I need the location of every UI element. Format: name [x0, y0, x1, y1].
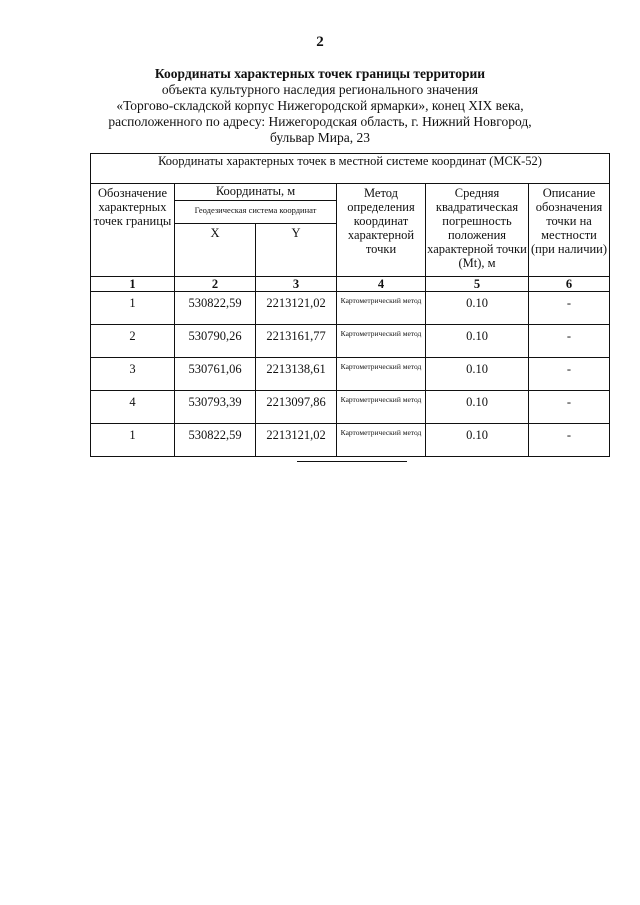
- table-row: [91, 391, 610, 424]
- header-description: Описание обозначения точки на местности (при наличии): [529, 184, 610, 277]
- y-cell: 2213097,86: [256, 391, 337, 424]
- column-number: 4: [337, 277, 426, 292]
- heading-line-4: расположенного по адресу: Нижегородская область, г. Нижний Новгород,: [108, 114, 532, 129]
- column-number: 6: [529, 277, 610, 292]
- y-cell: 2213161,77: [256, 325, 337, 358]
- y-cell: 2213121,02: [256, 292, 337, 325]
- method-cell: Картометрический метод: [337, 424, 426, 457]
- description-cell: -: [529, 424, 610, 457]
- x-cell: 530793,39: [175, 391, 256, 424]
- document-heading: [80, 66, 560, 146]
- table-row: [91, 325, 610, 358]
- heading-line-2: объекта культурного наследия регионального значения: [161, 82, 479, 97]
- point-cell: 1: [91, 292, 175, 325]
- method-cell: Картометрический метод: [337, 292, 426, 325]
- column-number: 1: [91, 277, 175, 292]
- description-cell: -: [529, 292, 610, 325]
- point-cell: 4: [91, 391, 175, 424]
- point-cell: 3: [91, 358, 175, 391]
- x-cell: 530822,59: [175, 292, 256, 325]
- table-row: [91, 424, 610, 457]
- accuracy-cell: 0.10: [426, 292, 529, 325]
- heading-title: Координаты характерных точек границы территории: [154, 66, 486, 81]
- heading-line-3: «Торгово-складской корпус Нижегородской ярмарки», конец XIX века,: [116, 98, 524, 113]
- header-x: X: [175, 224, 256, 277]
- x-cell: 530822,59: [175, 424, 256, 457]
- table-caption: Координаты характерных точек в местной системе координат (МСК-52): [91, 154, 610, 184]
- y-cell: 2213138,61: [256, 358, 337, 391]
- column-number: 2: [175, 277, 256, 292]
- table-row: [91, 358, 610, 391]
- header-y: Y: [256, 224, 337, 277]
- header-accuracy: Средняя квадратическая погрешность положения характерной точки (Mt), м: [426, 184, 529, 277]
- accuracy-cell: 0.10: [426, 358, 529, 391]
- column-number: 3: [256, 277, 337, 292]
- method-cell: Картометрический метод: [337, 391, 426, 424]
- x-cell: 530790,26: [175, 325, 256, 358]
- column-number: 5: [426, 277, 529, 292]
- accuracy-cell: 0.10: [426, 391, 529, 424]
- accuracy-cell: 0.10: [426, 424, 529, 457]
- description-cell: -: [529, 325, 610, 358]
- page-number: 2: [316, 34, 324, 50]
- header-method: Метод определения координат характерной точки: [337, 184, 426, 277]
- column-number-row: [91, 277, 610, 292]
- point-cell: 2: [91, 325, 175, 358]
- heading-line-5: бульвар Мира, 23: [270, 130, 370, 145]
- point-cell: 1: [91, 424, 175, 457]
- header-point-designation: Обозначение характерных точек границы: [91, 184, 175, 277]
- y-cell: 2213121,02: [256, 424, 337, 457]
- description-cell: -: [529, 358, 610, 391]
- table-row: [91, 292, 610, 325]
- method-cell: Картометрический метод: [337, 358, 426, 391]
- header-coordinates: Координаты, м: [175, 184, 337, 201]
- x-cell: 530761,06: [175, 358, 256, 391]
- method-cell: Картометрический метод: [337, 325, 426, 358]
- end-of-document-line: [297, 461, 407, 462]
- accuracy-cell: 0.10: [426, 325, 529, 358]
- coordinates-table: [90, 153, 610, 457]
- header-geodetic-system: Геодезическая система координат: [175, 201, 337, 224]
- description-cell: -: [529, 391, 610, 424]
